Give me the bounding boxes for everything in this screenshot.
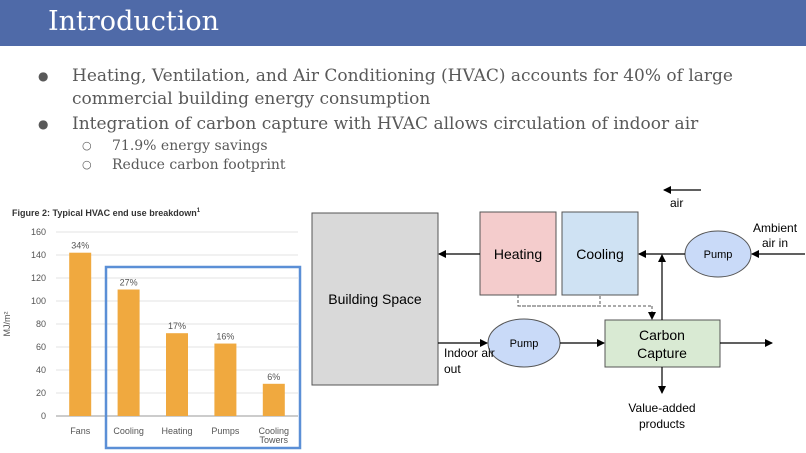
y-tick-label: 120 [30,273,46,283]
bullet-text: commercial building energy consumption [72,89,431,109]
data-label: 16% [216,331,235,342]
y-tick-label: 0 [40,411,46,421]
x-tick-label: Towers [259,435,289,445]
y-tick-label: 20 [35,388,46,398]
ambient-label-line2: air in [762,236,789,250]
y-tick-label: 80 [35,319,46,329]
y-tick-label: 60 [35,342,46,352]
bullet-text: Heating, Ventilation, and Air Conditioning (HVAC) accounts for 40% of large [72,66,733,86]
sub-bullet-text: Reduce carbon footprint [112,157,286,173]
value-added-label-line2: products [638,417,686,431]
cooling-label: Cooling [576,246,624,262]
bullet-dot-icon: ● [38,117,49,131]
data-label: 6% [267,371,281,382]
y-tick-label: 140 [30,250,46,260]
x-tick-label: Cooling [113,426,144,436]
data-label: 34% [71,240,90,251]
sub-bullet-text: 71.9% energy savings [112,138,268,154]
pump-bottom-label: Pump [509,338,539,350]
data-label: 27% [119,277,138,288]
carbon-capture-label-line2: Capture [637,345,687,361]
y-tick-label: 40 [35,365,46,375]
indoor-air-label-line2: out [444,362,461,376]
carbon-capture-label-line1: Carbon [639,327,685,343]
y-tick-label: 100 [30,296,46,306]
building-space-label: Building Space [328,291,422,307]
x-tick-label: Pumps [211,426,240,436]
heating-cooling-dashed-link [518,295,600,306]
pump-top-label: Pump [703,249,733,261]
chart-title-superscript: 1 [196,208,201,214]
air-label: air [670,196,684,210]
sub-bullet-circle-icon: ○ [82,158,92,171]
value-added-label-line1: Value-added [628,401,696,415]
data-label: 17% [167,321,187,332]
sub-bullet-circle-icon: ○ [82,139,92,152]
bullet-text: Integration of carbon capture with HVAC allows circulation of indoor air [72,114,699,134]
x-tick-label: Cooling [258,426,290,436]
y-tick-label: 160 [30,227,46,237]
y-axis-label: MJ/m² [2,311,12,337]
bullet-dot-icon: ● [38,69,49,83]
ambient-label-line1: Ambient [753,221,798,235]
chart-title-text: Figure 2: Typical HVAC end use breakdown [12,208,197,218]
x-tick-label: Heating [161,426,193,436]
x-tick-label: Fans [70,426,91,436]
heating-label: Heating [493,246,543,262]
slide-title: Introduction [48,6,219,37]
indoor-air-label-line1: Indoor air [444,346,495,360]
